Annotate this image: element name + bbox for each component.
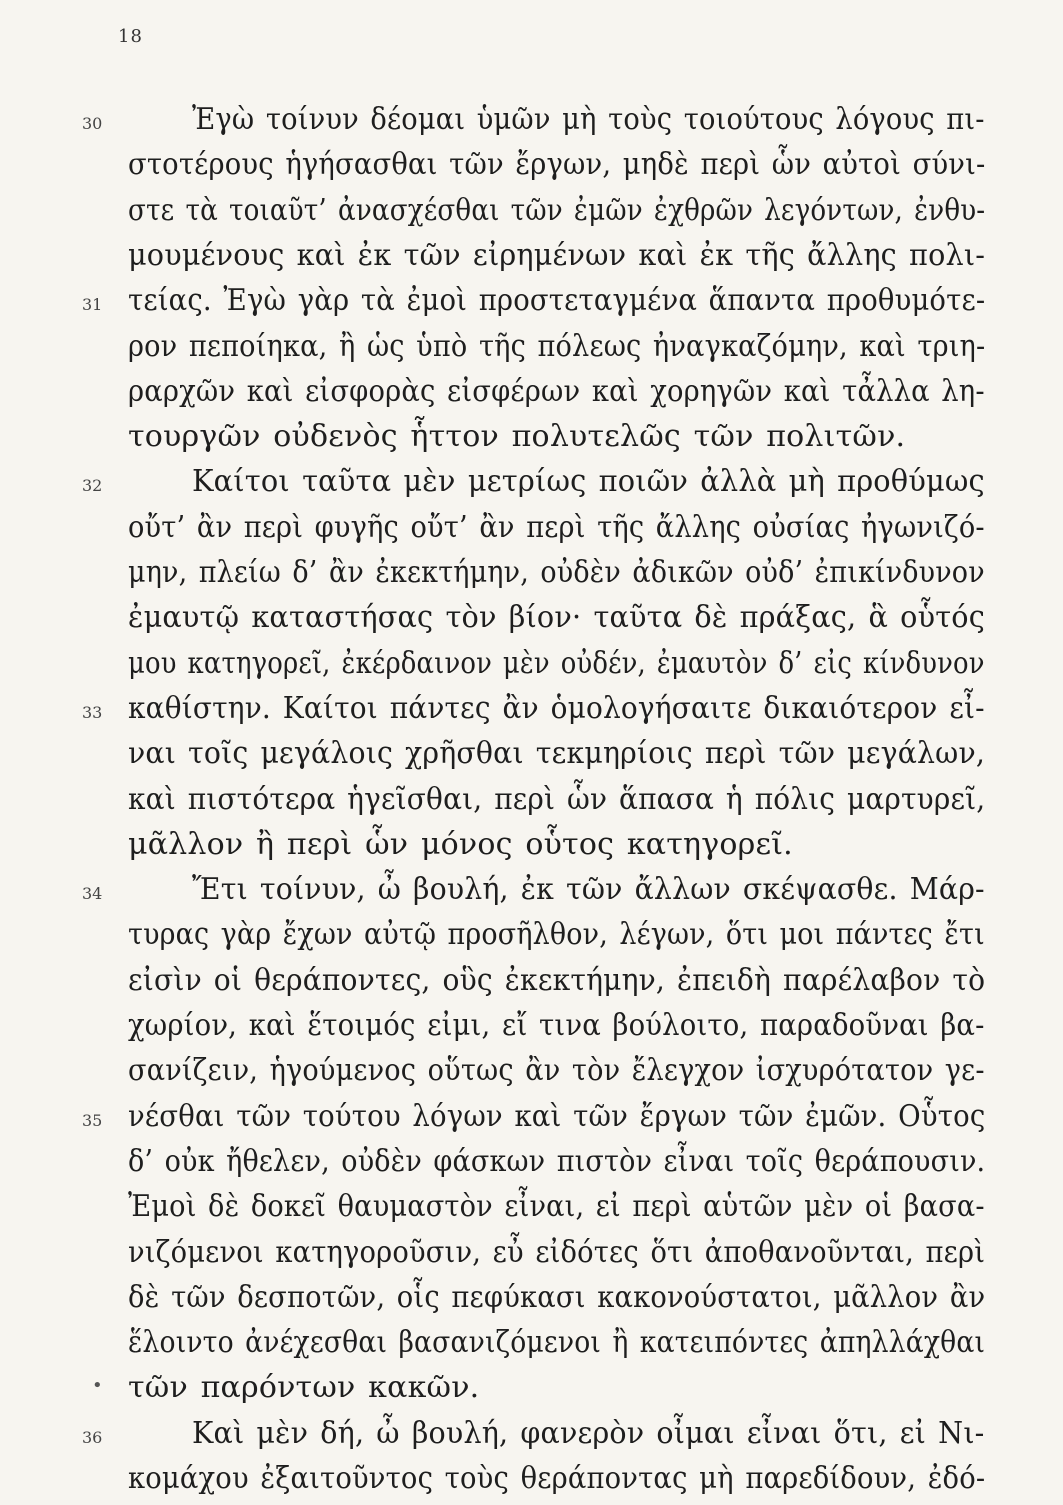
line-text: νέσθαι τῶν τούτου λόγων καὶ τῶν ἔργων τῶν ἐμῶν. Οὗτος [128, 1098, 986, 1134]
line-text: Ἐγὼ τοίνυν δέομαι ὑμῶν μὴ τοὺς τοιούτους λόγους πι- [192, 102, 985, 137]
line-text: δὲ τῶν δεσποτῶν, οἷς πεφύκασι κακονούστατοι, μᾶλλον ἂν [128, 1279, 986, 1315]
section-number: 34 [82, 884, 103, 904]
text-line [0, 327, 1063, 373]
line-text: ρον πεποίηκα, ἢ ὡς ὑπὸ τῆς πόλεως ἠναγκαζόμην, καὶ τριη- [128, 328, 986, 364]
text-line [0, 417, 1063, 463]
text-line [0, 281, 1063, 327]
line-text: δ’ οὐκ ἤθελεν, οὐδὲν φάσκων πιστὸν εἶναι τοῖς θεράπουσιν. [128, 1143, 986, 1179]
line-text: τυρας γὰρ ἔχων αὐτῷ προσῆλθον, λέγων, ὅτι μοι πάντες ἔτι [128, 917, 985, 953]
line-text: τῶν παρόντων κακῶν. [128, 1370, 480, 1406]
line-text: ἐμαυτῷ καταστήσας τὸν βίον· ταῦτα δὲ πράξας, ἃ οὗτός [128, 600, 985, 636]
text-line [0, 1278, 1063, 1324]
page-number: 18 [118, 26, 143, 47]
text-line [0, 780, 1063, 826]
line-text: Ἐμοὶ δὲ δοκεῖ θαυμαστὸν εἶναι, εἰ περὶ αὑτῶν μὲν οἱ βασα- [128, 1189, 985, 1225]
line-text: καθίστην. Καίτοι πάντες ἂν ὁμολογήσαιτε δικαιότερον εἶ- [128, 690, 985, 726]
text-line [0, 1414, 1063, 1460]
text-line [0, 372, 1063, 418]
text-line [0, 961, 1063, 1007]
text-line [0, 236, 1063, 282]
line-text: κομάχου ἐξαιτοῦντος τοὺς θεράποντας μὴ παρεδίδουν, ἐδό- [128, 1461, 986, 1496]
line-text: ἕλοιντο ἀνέχεσθαι βασανιζόμενοι ἢ κατειπόντες ἀπηλλάχθαι [128, 1325, 986, 1361]
line-text: χωρίον, καὶ ἕτοιμός εἰμι, εἴ τινα βούλοιτο, παραδοῦναι βα- [128, 1008, 985, 1043]
text-line [0, 1368, 1063, 1414]
text-line [0, 1097, 1063, 1143]
text-line [0, 825, 1063, 871]
text-line [0, 145, 1063, 191]
text-line [0, 689, 1063, 735]
text-line [0, 1233, 1063, 1279]
section-number: 30 [82, 114, 103, 133]
line-text: ναι τοῖς μεγάλοις χρῆσθαι τεκμηρίοις περὶ τῶν μεγάλων, [128, 736, 986, 772]
text-line [0, 1459, 1063, 1505]
line-text: μᾶλλον ἢ περὶ ὧν μόνος οὗτος κατηγορεῖ. [128, 826, 793, 862]
line-text: καὶ πιστότερα ἡγεῖσθαι, περὶ ὧν ἅπασα ἡ πόλις μαρτυρεῖ, [128, 781, 986, 817]
line-text: μην, πλείω δ’ ἂν ἐκεκτήμην, οὐδὲν ἀδικῶν οὐδ’ ἐπικίνδυνον [128, 555, 985, 590]
text-line [0, 870, 1063, 916]
line-text: σανίζειν, ἡγούμενος οὕτως ἂν τὸν ἔλεγχον ἰσχυρότατον γε- [128, 1053, 985, 1089]
margin-dot: • [92, 1375, 103, 1396]
line-text: Ἔτι τοίνυν, ὦ βουλή, ἐκ τῶν ἄλλων σκέψασθε. Μάρ- [192, 872, 985, 908]
line-text: τείας. Ἐγὼ γὰρ τὰ ἐμοὶ προστεταγμένα ἅπαντα προθυμότε- [128, 283, 986, 319]
text-line [0, 734, 1063, 780]
line-text: νιζόμενοι κατηγοροῦσιν, εὖ εἰδότες ὅτι ἀποθανοῦνται, περὶ [128, 1234, 986, 1270]
text-line [0, 644, 1063, 690]
text-line [0, 598, 1063, 644]
text-line [0, 1006, 1063, 1052]
text-line [0, 508, 1063, 554]
line-text: οὔτ’ ἂν περὶ φυγῆς οὔτ’ ἂν περὶ τῆς ἄλλης οὐσίας ἠγωνιζό- [128, 509, 985, 545]
line-text: Καίτοι ταῦτα μὲν μετρίως ποιῶν ἀλλὰ μὴ προθύμως [192, 464, 985, 500]
section-number: 36 [82, 1427, 103, 1447]
line-text: ραρχῶν καὶ εἰσφορὰς εἰσφέρων καὶ χορηγῶν καὶ τἆλλα λη- [128, 373, 985, 409]
text-line [0, 1142, 1063, 1188]
text-line [0, 915, 1063, 961]
line-text: στοτέρους ἡγήσασθαι τῶν ἔργων, μηδὲ περὶ ὧν αὐτοὶ σύνι- [128, 147, 986, 183]
text-line [0, 462, 1063, 508]
text-line [0, 1323, 1063, 1369]
line-text: μου κατηγορεῖ, ἐκέρδαινον μὲν οὐδέν, ἐμαυτὸν δ’ εἰς κίνδυνον [128, 645, 985, 681]
text-line [0, 1051, 1063, 1097]
text-line [0, 1187, 1063, 1233]
line-text: Καὶ μὲν δή, ὦ βουλή, φανερὸν οἶμαι εἶναι ὅτι, εἰ Νι- [192, 1415, 985, 1451]
line-text: τουργῶν οὐδενὸς ἧττον πολυτελῶς τῶν πολιτῶν. [128, 419, 906, 455]
text-line [0, 553, 1063, 599]
section-number: 32 [82, 476, 103, 496]
line-text: εἰσὶν οἱ θεράποντες, οὓς ἐκεκτήμην, ἐπειδὴ παρέλαβον τὸ [128, 962, 986, 998]
line-text: μουμένους καὶ ἐκ τῶν εἰρημένων καὶ ἐκ τῆς ἄλλης πολι- [128, 237, 986, 273]
text-line [0, 100, 1063, 146]
line-text: στε τὰ τοιαῦτ’ ἀνασχέσθαι τῶν ἐμῶν ἐχθρῶν λεγόντων, ἐνθυ- [128, 192, 986, 228]
section-number: 31 [82, 295, 103, 315]
text-line [0, 191, 1063, 237]
section-number: 33 [82, 702, 103, 722]
section-number: 35 [82, 1110, 103, 1130]
